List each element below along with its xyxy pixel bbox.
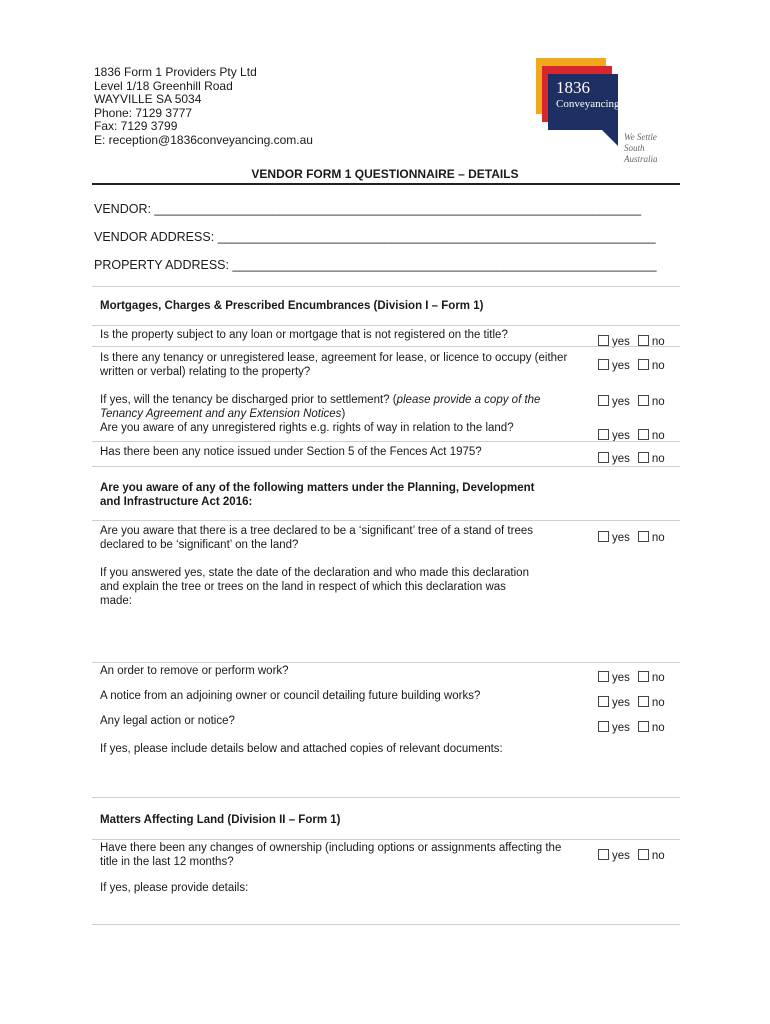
checkbox-icon[interactable] [638,696,649,707]
checkbox-icon[interactable] [638,359,649,370]
checkbox-icon[interactable] [598,696,609,707]
question-significant-tree: Are you aware that there is a tree declared to be a ‘significant’ tree of a stand of trees declared to be ‘significant’ on the land? [100,525,533,551]
checkbox-icon[interactable] [638,721,649,732]
note-ownership-changes: If yes, please provide details: [100,882,249,894]
yes-no-tenancy-discharge[interactable]: yes no [598,395,665,408]
phone: Phone: 7129 3777 [94,105,193,120]
question-unregistered-rights: Are you aware of any unregistered rights e.g. rights of way in relation to the land? [100,422,514,434]
checkbox-icon[interactable] [598,335,609,346]
divider [92,466,680,467]
checkbox-icon[interactable] [638,531,649,542]
company-logo [536,58,678,164]
divider [92,662,680,663]
yes-no-fences-act[interactable]: yes no [598,452,665,465]
yes-no-ownership-changes[interactable]: yes no [598,849,665,862]
yes-no-unregistered-rights[interactable]: yes no [598,429,665,442]
address-line-1: Level 1/18 Greenhill Road [94,78,233,93]
divider [92,520,680,521]
question-adjoining-notice: A notice from an adjoining owner or council detailing future building works? [100,690,481,702]
logo-word: Conveyancing [556,98,620,110]
question-order-remove: An order to remove or perform work? [100,665,289,677]
vendor-field[interactable]: VENDOR: ______________________________________________________________________ [94,202,642,216]
note-legal-action: If yes, please include details below and attached copies of relevant documents: [100,743,503,755]
yes-no-legal-action[interactable]: yes no [598,721,665,734]
checkbox-icon[interactable] [598,849,609,860]
email: E: reception@1836conveyancing.com.au [94,132,313,147]
checkbox-icon[interactable] [638,335,649,346]
logo-tagline: We Settle South Australia [624,132,658,164]
question-legal-action: Any legal action or notice? [100,715,235,727]
checkbox-icon[interactable] [638,849,649,860]
divider [92,924,680,925]
yes-no-adjoining-notice[interactable]: yes no [598,696,665,709]
section-heading-mortgages: Mortgages, Charges & Prescribed Encumbrances (Division I – Form 1) [100,300,484,312]
checkbox-icon[interactable] [638,395,649,406]
checkbox-icon[interactable] [598,452,609,463]
company-name: 1836 Form 1 Providers Pty Ltd [94,65,257,79]
divider [92,346,680,347]
checkbox-icon[interactable] [638,429,649,440]
question-tenancy: Is there any tenancy or unregistered lease, agreement for lease, or licence to occupy (either written or verbal) relating to the property? [100,352,568,378]
checkbox-icon[interactable] [598,531,609,542]
form-title: VENDOR FORM 1 QUESTIONNAIRE – DETAILS [251,167,519,181]
yes-no-significant-tree[interactable]: yes no [598,531,665,544]
question-ownership-changes: Have there been any changes of ownership (including options or assignments affecting the title in the last 12 months? [100,842,562,868]
checkbox-icon[interactable] [598,359,609,370]
company-address [94,66,313,148]
checkbox-icon[interactable] [598,429,609,440]
yes-no-loan[interactable]: yes no [598,335,665,348]
checkbox-icon[interactable] [598,671,609,682]
divider [92,325,680,326]
yes-no-order-remove[interactable]: yes no [598,671,665,684]
checkbox-icon[interactable] [638,671,649,682]
question-loan: Is the property subject to any loan or mortgage that is not registered on the title? [100,329,508,341]
address-line-2: WAYVILLE SA 5034 [94,92,202,107]
section-heading-matters-affecting-land: Matters Affecting Land (Division II – Form 1) [100,814,341,826]
fax: Fax: 7129 3799 [94,119,178,134]
vendor-address-field[interactable]: VENDOR ADDRESS: _______________________________________________________________ [94,230,656,244]
logo-number: 1836 [556,78,590,97]
checkbox-icon[interactable] [598,395,609,406]
checkbox-icon[interactable] [638,452,649,463]
divider [92,839,680,840]
section-heading-planning: Are you aware of any of the following matters under the Planning, Development and Infrastructure Act 2016: [100,482,535,508]
title-divider [92,183,680,185]
checkbox-icon[interactable] [598,721,609,732]
note-significant-tree: If you answered yes, state the date of the declaration and who made this declaration and explain the tree or trees on the land in respect of which this declaration was made: [100,567,529,607]
property-address-field[interactable]: PROPERTY ADDRESS: _____________________________________________________________ [94,258,657,272]
yes-no-tenancy[interactable]: yes no [598,359,665,372]
question-tenancy-discharge: If yes, will the tenancy be discharged prior to settlement? (please provide a copy of the Tenancy Agreement and any Extension Notices) [100,394,541,420]
question-fences-act: Has there been any notice issued under Section 5 of the Fences Act 1975? [100,446,482,458]
divider [92,797,680,798]
divider [92,441,680,442]
divider [92,286,680,287]
